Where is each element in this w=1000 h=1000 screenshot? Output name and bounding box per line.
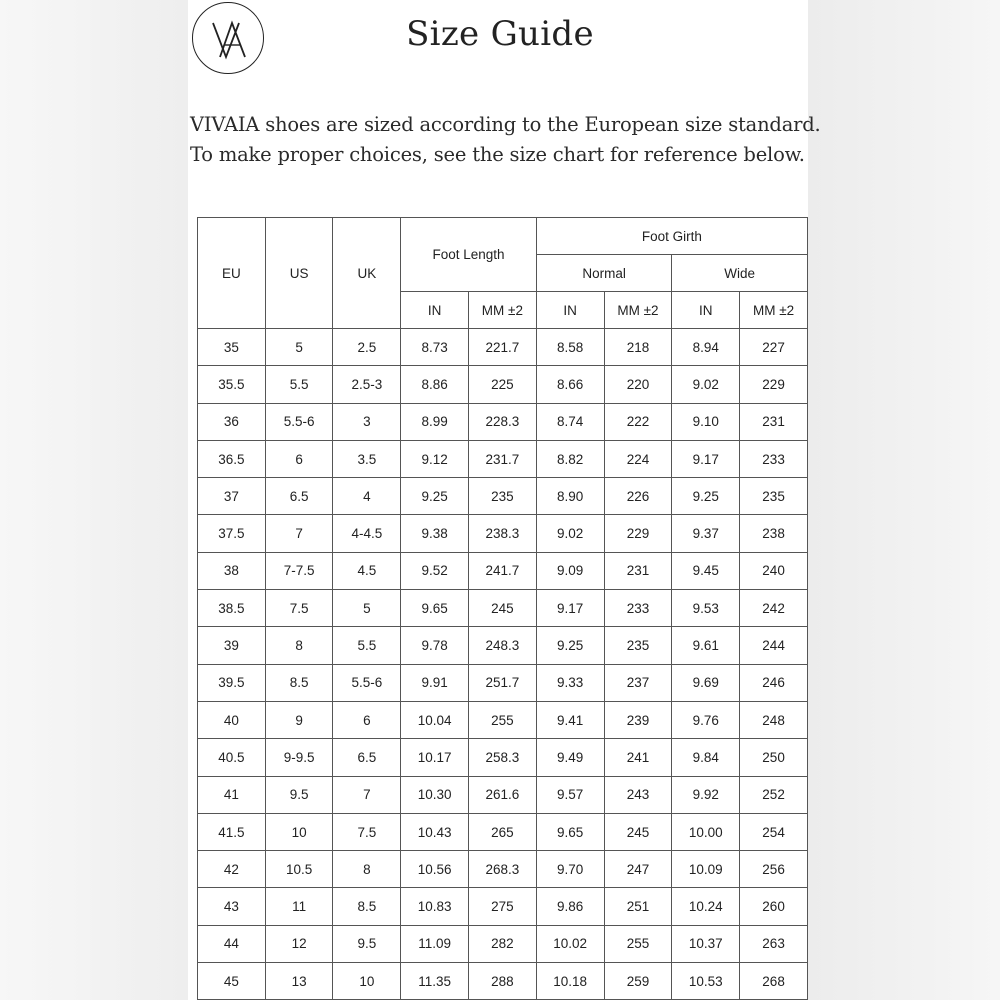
cell-normal-in: 9.57 [536,776,604,813]
cell-length-in: 9.12 [401,440,469,477]
cell-wide-mm: 250 [740,739,808,776]
cell-length-mm: 255 [468,701,536,738]
cell-wide-in: 8.94 [672,329,740,366]
cell-normal-mm: 229 [604,515,672,552]
header-length-mm: MM ±2 [468,292,536,329]
cell-uk: 4 [333,478,401,515]
size-rows [198,329,808,1000]
cell-us: 9 [265,701,333,738]
cell-length-in: 8.99 [401,403,469,440]
cell-wide-mm: 256 [740,851,808,888]
cell-wide-mm: 252 [740,776,808,813]
cell-uk: 3.5 [333,440,401,477]
table-row [198,515,808,552]
cell-uk: 2.5-3 [333,366,401,403]
cell-us: 8 [265,627,333,664]
cell-eu: 44 [198,925,266,962]
cell-normal-in: 9.41 [536,701,604,738]
cell-us: 5.5 [265,366,333,403]
cell-normal-mm: 239 [604,701,672,738]
cell-normal-in: 9.02 [536,515,604,552]
cell-normal-mm: 243 [604,776,672,813]
table-row [198,440,808,477]
cell-us: 9-9.5 [265,739,333,776]
cell-wide-in: 9.61 [672,627,740,664]
cell-normal-mm: 247 [604,851,672,888]
cell-length-mm: 241.7 [468,552,536,589]
intro-line-1: VIVAIA shoes are sized according to the European size standard. [190,113,821,136]
cell-normal-in: 8.58 [536,329,604,366]
cell-eu: 36 [198,403,266,440]
table-row [198,552,808,589]
cell-length-mm: 258.3 [468,739,536,776]
intro-line-2: To make proper choices, see the size chart for reference below. [190,143,805,166]
table-row [198,478,808,515]
cell-length-in: 9.78 [401,627,469,664]
cell-wide-in: 9.69 [672,664,740,701]
cell-eu: 43 [198,888,266,925]
cell-wide-in: 9.84 [672,739,740,776]
cell-length-mm: 251.7 [468,664,536,701]
cell-wide-in: 10.53 [672,963,740,1000]
cell-normal-mm: 235 [604,627,672,664]
cell-length-mm: 238.3 [468,515,536,552]
table-row [198,329,808,366]
table-row [198,925,808,962]
cell-uk: 4.5 [333,552,401,589]
cell-eu: 39 [198,627,266,664]
cell-length-mm: 261.6 [468,776,536,813]
cell-eu: 39.5 [198,664,266,701]
cell-wide-in: 9.25 [672,478,740,515]
cell-uk: 9.5 [333,925,401,962]
cell-wide-mm: 233 [740,440,808,477]
cell-eu: 38.5 [198,590,266,627]
cell-us: 7-7.5 [265,552,333,589]
intro-text [190,110,820,170]
table-row [198,776,808,813]
cell-normal-mm: 226 [604,478,672,515]
cell-length-mm: 275 [468,888,536,925]
cell-normal-mm: 233 [604,590,672,627]
header-wide-mm: MM ±2 [740,292,808,329]
cell-length-mm: 265 [468,813,536,850]
header-eu: EU [198,218,266,329]
cell-uk: 8.5 [333,888,401,925]
cell-us: 5.5-6 [265,403,333,440]
cell-length-mm: 221.7 [468,329,536,366]
cell-normal-in: 10.18 [536,963,604,1000]
cell-uk: 7 [333,776,401,813]
header-normal-in: IN [536,292,604,329]
table-row [198,590,808,627]
cell-normal-mm: 255 [604,925,672,962]
cell-length-in: 9.52 [401,552,469,589]
cell-eu: 41.5 [198,813,266,850]
header-uk: UK [333,218,401,329]
cell-wide-in: 10.00 [672,813,740,850]
cell-normal-mm: 231 [604,552,672,589]
cell-eu: 35 [198,329,266,366]
cell-wide-in: 10.24 [672,888,740,925]
table-row [198,403,808,440]
cell-length-in: 10.43 [401,813,469,850]
cell-normal-in: 8.90 [536,478,604,515]
cell-wide-mm: 268 [740,963,808,1000]
cell-normal-mm: 218 [604,329,672,366]
cell-normal-mm: 241 [604,739,672,776]
cell-wide-mm: 231 [740,403,808,440]
table-row [198,813,808,850]
cell-us: 10.5 [265,851,333,888]
cell-wide-mm: 227 [740,329,808,366]
cell-wide-in: 9.17 [672,440,740,477]
cell-us: 6.5 [265,478,333,515]
cell-eu: 42 [198,851,266,888]
cell-normal-mm: 259 [604,963,672,1000]
cell-normal-in: 9.17 [536,590,604,627]
cell-normal-mm: 245 [604,813,672,850]
cell-uk: 10 [333,963,401,1000]
cell-wide-in: 9.10 [672,403,740,440]
cell-length-mm: 245 [468,590,536,627]
cell-uk: 5 [333,590,401,627]
cell-normal-in: 9.25 [536,627,604,664]
cell-wide-mm: 240 [740,552,808,589]
cell-wide-in: 9.45 [672,552,740,589]
cell-wide-mm: 263 [740,925,808,962]
size-guide-card [188,0,821,1000]
cell-eu: 38 [198,552,266,589]
cell-us: 10 [265,813,333,850]
cell-length-in: 11.09 [401,925,469,962]
cell-normal-in: 9.49 [536,739,604,776]
cell-wide-mm: 246 [740,664,808,701]
cell-normal-in: 9.70 [536,851,604,888]
cell-wide-in: 10.37 [672,925,740,962]
cell-length-in: 8.86 [401,366,469,403]
cell-length-mm: 282 [468,925,536,962]
cell-normal-mm: 222 [604,403,672,440]
cell-uk: 3 [333,403,401,440]
cell-uk: 7.5 [333,813,401,850]
table-row [198,888,808,925]
header-foot-girth: Foot Girth [536,218,807,255]
header-us: US [265,218,333,329]
table-row [198,664,808,701]
cell-normal-mm: 220 [604,366,672,403]
cell-us: 7 [265,515,333,552]
cell-eu: 36.5 [198,440,266,477]
cell-length-mm: 235 [468,478,536,515]
cell-us: 8.5 [265,664,333,701]
cell-length-in: 10.83 [401,888,469,925]
cell-uk: 6.5 [333,739,401,776]
table-row [198,851,808,888]
cell-us: 5 [265,329,333,366]
cell-eu: 35.5 [198,366,266,403]
cell-length-in: 9.65 [401,590,469,627]
cell-eu: 37.5 [198,515,266,552]
header-wide: Wide [672,255,808,292]
header-length-in: IN [401,292,469,329]
cell-wide-in: 9.76 [672,701,740,738]
table-row [198,963,808,1000]
cell-wide-mm: 229 [740,366,808,403]
cell-length-mm: 248.3 [468,627,536,664]
table-row [198,739,808,776]
cell-length-in: 9.91 [401,664,469,701]
cell-wide-in: 9.92 [672,776,740,813]
background-right [808,0,1000,1000]
cell-normal-in: 8.82 [536,440,604,477]
header-foot-length: Foot Length [401,218,537,292]
table-row [198,627,808,664]
cell-wide-mm: 244 [740,627,808,664]
table-row [198,701,808,738]
cell-uk: 2.5 [333,329,401,366]
table-row [198,366,808,403]
cell-us: 9.5 [265,776,333,813]
cell-wide-in: 9.02 [672,366,740,403]
cell-length-in: 11.35 [401,963,469,1000]
cell-length-in: 10.30 [401,776,469,813]
cell-eu: 40.5 [198,739,266,776]
cell-eu: 41 [198,776,266,813]
cell-us: 13 [265,963,333,1000]
cell-eu: 40 [198,701,266,738]
cell-normal-in: 9.65 [536,813,604,850]
cell-length-in: 10.17 [401,739,469,776]
cell-length-in: 10.04 [401,701,469,738]
cell-eu: 45 [198,963,266,1000]
cell-normal-in: 8.66 [536,366,604,403]
cell-wide-mm: 260 [740,888,808,925]
header-normal: Normal [536,255,672,292]
cell-uk: 5.5 [333,627,401,664]
cell-normal-in: 9.86 [536,888,604,925]
cell-wide-mm: 242 [740,590,808,627]
cell-normal-in: 9.09 [536,552,604,589]
cell-uk: 6 [333,701,401,738]
cell-length-in: 9.38 [401,515,469,552]
cell-normal-mm: 237 [604,664,672,701]
header-wide-in: IN [672,292,740,329]
cell-us: 7.5 [265,590,333,627]
cell-length-in: 8.73 [401,329,469,366]
page-title: Size Guide [406,14,594,54]
cell-length-in: 10.56 [401,851,469,888]
background-left [0,0,188,1000]
cell-us: 12 [265,925,333,962]
cell-wide-in: 9.37 [672,515,740,552]
cell-eu: 37 [198,478,266,515]
cell-length-mm: 231.7 [468,440,536,477]
cell-length-mm: 268.3 [468,851,536,888]
cell-length-in: 9.25 [401,478,469,515]
cell-uk: 4-4.5 [333,515,401,552]
cell-uk: 5.5-6 [333,664,401,701]
cell-normal-in: 9.33 [536,664,604,701]
cell-wide-mm: 248 [740,701,808,738]
cell-normal-in: 10.02 [536,925,604,962]
cell-normal-in: 8.74 [536,403,604,440]
cell-wide-mm: 235 [740,478,808,515]
size-chart-table [197,217,808,1000]
cell-normal-mm: 251 [604,888,672,925]
header-normal-mm: MM ±2 [604,292,672,329]
cell-length-mm: 228.3 [468,403,536,440]
cell-wide-in: 9.53 [672,590,740,627]
cell-wide-mm: 254 [740,813,808,850]
cell-wide-in: 10.09 [672,851,740,888]
cell-wide-mm: 238 [740,515,808,552]
cell-normal-mm: 224 [604,440,672,477]
cell-us: 6 [265,440,333,477]
cell-length-mm: 225 [468,366,536,403]
cell-length-mm: 288 [468,963,536,1000]
cell-uk: 8 [333,851,401,888]
cell-us: 11 [265,888,333,925]
